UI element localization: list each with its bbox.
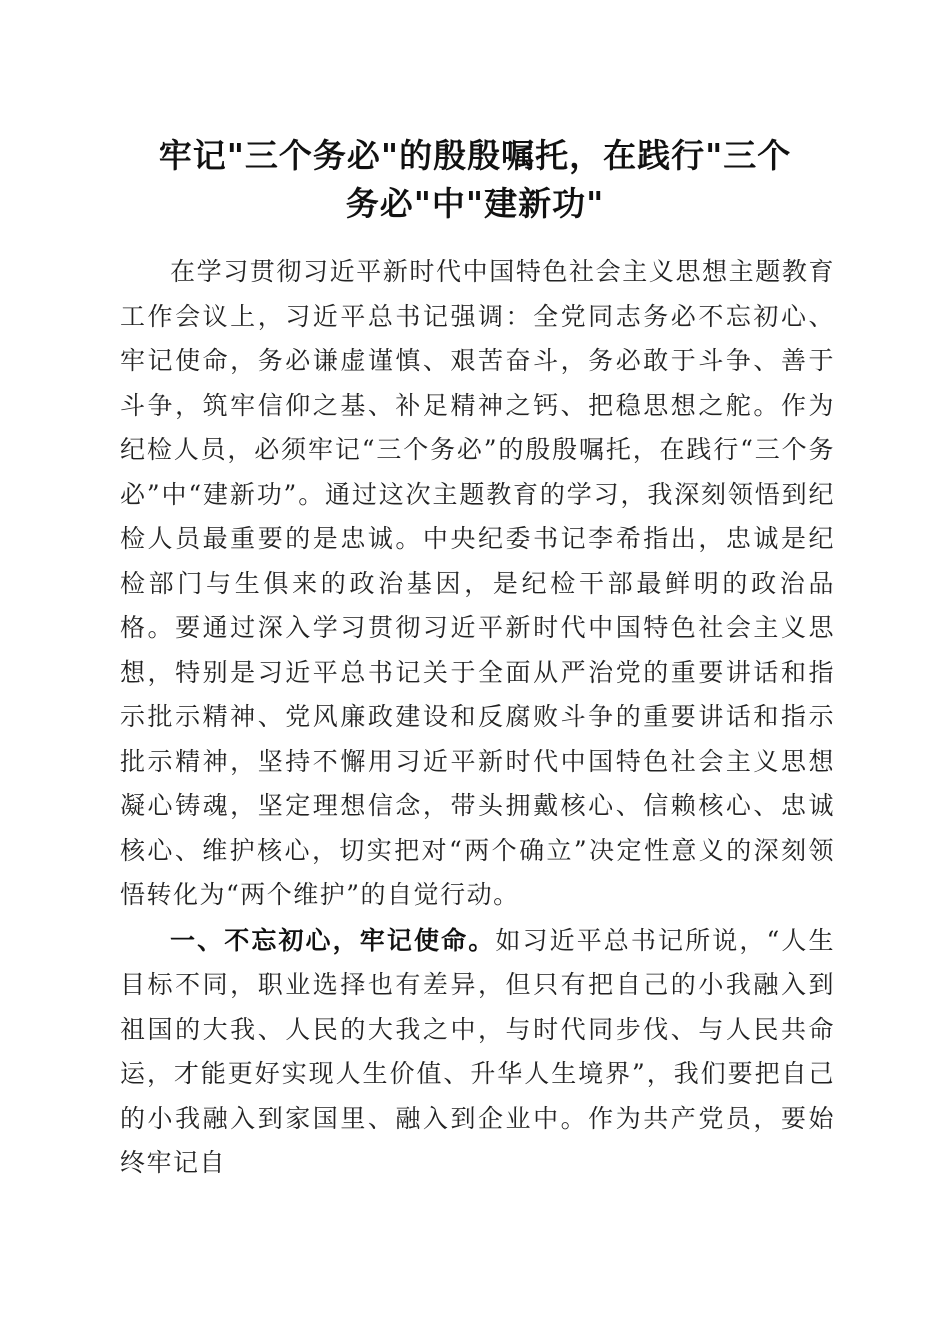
paragraph-section-1-text: 如习近平总书记所说，“人生目标不同，职业选择也有差异，但只有把自己的小我融入到祖国的大我、人民的大我之中，与时代同步伐、与人民共命运，才能更好实现人生价值、升华人生境界”，我们要把自己的小我融入到家国里、融入到企业中。作为共产党员，要始终牢记自	[120, 925, 835, 1177]
paragraph-section-1	[120, 919, 835, 1186]
paragraph-intro	[120, 250, 835, 918]
section-1-heading: 一、不忘初心，牢记使命。	[170, 925, 496, 955]
document-title	[110, 132, 840, 228]
paragraph-intro-text: 在学习贯彻习近平新时代中国特色社会主义思想主题教育工作会议上，习近平总书记强调：全党同志务必不忘初心、牢记使命，务必谦虚谨慎、艰苦奋斗，务必敢于斗争、善于斗争，筑牢信仰之基、补足精神之钙、把稳思想之舵。作为纪检人员，必须牢记“三个务必”的殷殷嘱托，在践行“三个务必”中“建新功”。通过这次主题教育的学习，我深刻领悟到纪检人员最重要的是忠诚。中央纪委书记李希指出，忠诚是纪检部门与生俱来的政治基因，是纪检干部最鲜明的政治品格。要通过深入学习贯彻习近平新时代中国特色社会主义思想，特别是习近平总书记关于全面从严治党的重要讲话和指示批示精神、党风廉政建设和反腐败斗争的重要讲话和指示批示精神，坚持不懈用习近平新时代中国特色社会主义思想凝心铸魂，坚定理想信念，带头拥戴核心、信赖核心、忠诚核心、维护核心，切实把对“两个确立”决定性意义的深刻领悟转化为“两个维护”的自觉行动。	[120, 257, 835, 909]
title-line-1: 牢记"三个务必"的殷殷嘱托，在践行"三个	[158, 136, 792, 175]
title-line-2: 务必"中"建新功"	[345, 184, 605, 223]
document-body	[120, 250, 835, 1186]
